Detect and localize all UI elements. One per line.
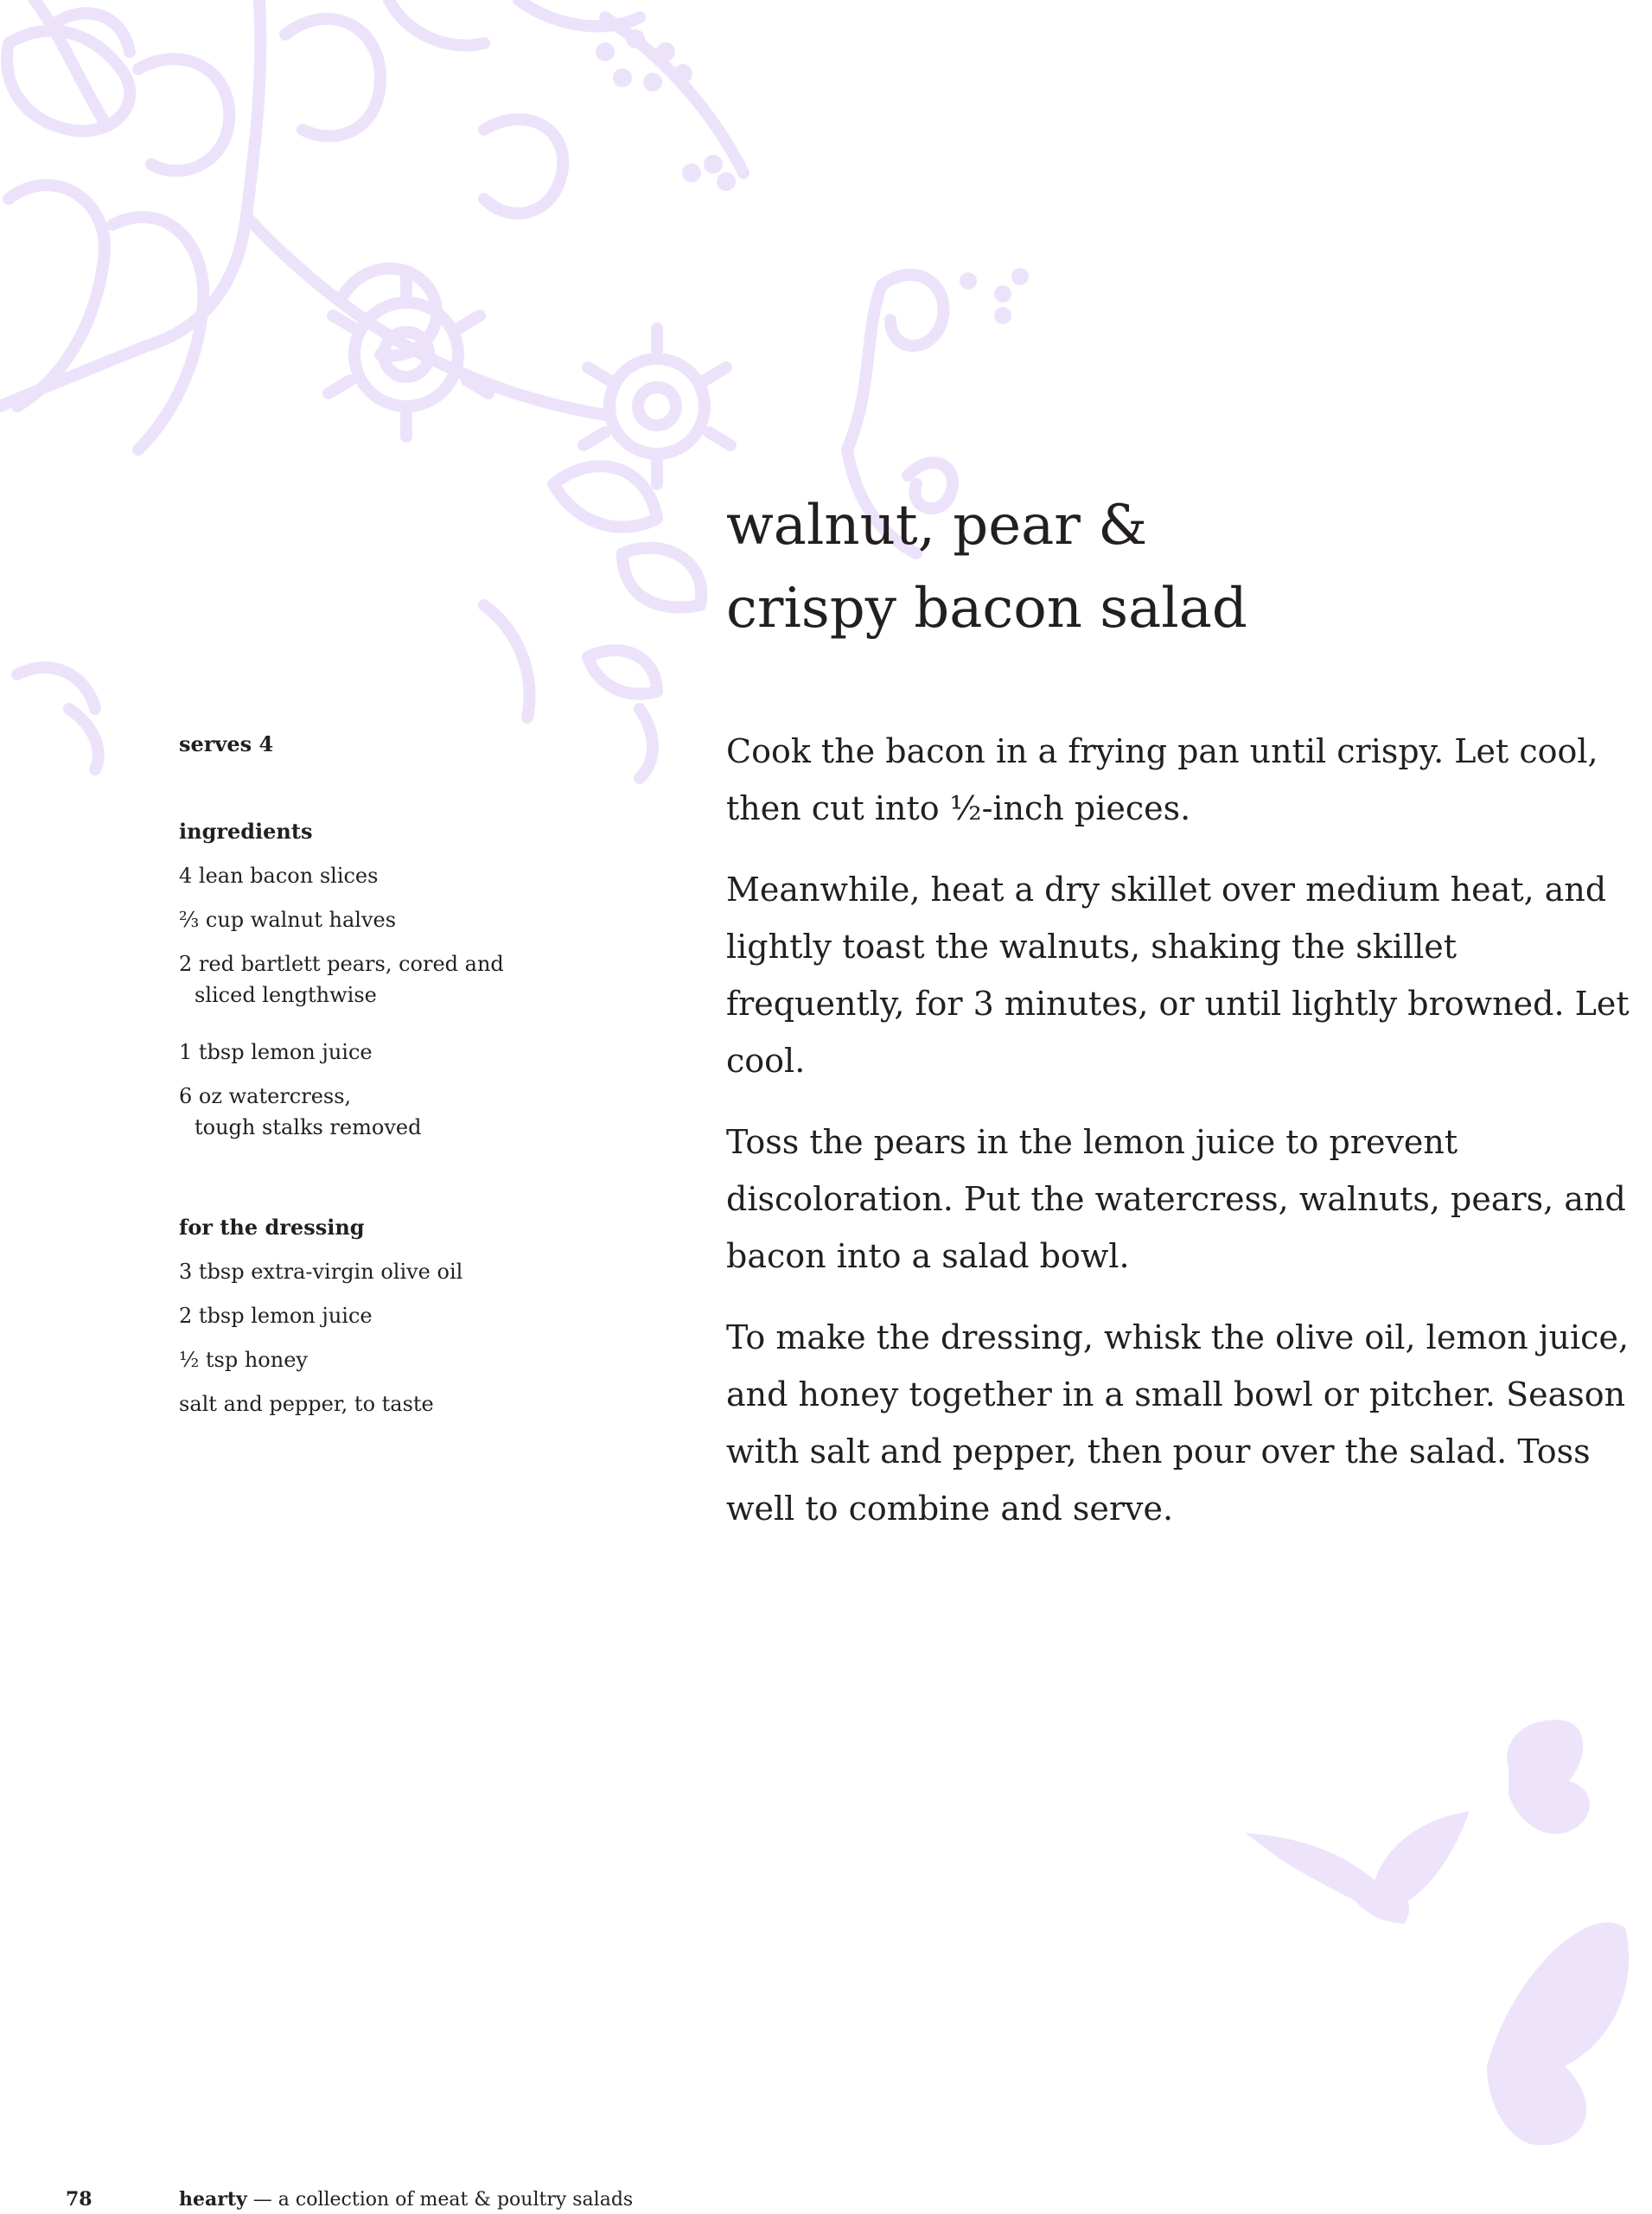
ingredient-continuation: sliced lengthwise xyxy=(195,983,377,1007)
ingredient-continuation: tough stalks removed xyxy=(195,1115,422,1139)
book-title-bold: hearty xyxy=(179,2188,247,2211)
ingredient-text: 1 tbsp lemon juice xyxy=(179,1040,373,1064)
dressing-item xyxy=(179,1388,594,1432)
floral-illustration-icon xyxy=(0,0,1029,778)
page-footer xyxy=(0,2185,1652,2213)
method-paragraph: Meanwhile, heat a dry skillet over medium heat, and lightly toast the walnuts, shaking the skillet frequently, for 3 minutes, or until lightly browned. Let cool. xyxy=(726,871,1630,1080)
ingredients-sidebar xyxy=(179,729,594,1432)
method-paragraph: Toss the pears in the lemon juice to prevent discoloration. Put the watercress, walnuts, pears, and bacon into a salad bowl. xyxy=(726,1123,1626,1275)
recipe-title-line-2: crispy bacon salad xyxy=(726,577,1247,641)
ingredient-item xyxy=(179,1037,594,1081)
method-paragraph: To make the dressing, whisk the olive oil, lemon juice, and honey together in a small bowl or pitcher. Season with salt and pepper, then pour over the salad. Toss well to combine and serve. xyxy=(726,1318,1630,1528)
ingredient-item xyxy=(179,1081,594,1139)
ingredient-item xyxy=(179,948,594,1007)
serves-label: serves 4 xyxy=(179,731,274,756)
book-title-rest: — a collection of meat & poultry salads xyxy=(246,2189,634,2211)
dressing-heading: for the dressing xyxy=(179,1215,365,1240)
dressing-text: ½ tsp honey xyxy=(179,1348,308,1372)
dressing-text: 3 tbsp extra-virgin olive oil xyxy=(179,1260,463,1284)
dressing-text: salt and pepper, to taste xyxy=(179,1392,434,1416)
dressing-item xyxy=(179,1256,594,1300)
page-number: 78 xyxy=(66,2188,92,2211)
method-text xyxy=(726,723,1642,1561)
dressing-item xyxy=(179,1300,594,1344)
ingredient-text: 6 oz watercress, xyxy=(179,1084,352,1108)
spacer xyxy=(179,773,594,816)
recipe-title-line-1: walnut, pear & xyxy=(726,494,1148,558)
recipe-title xyxy=(726,484,1591,650)
spacer xyxy=(179,1169,594,1212)
butterfly-silhouette-icon xyxy=(1245,1720,1629,2145)
ingredient-text: ⅔ cup walnut halves xyxy=(179,908,397,932)
method-paragraph: Cook the bacon in a frying pan until crispy. Let cool, then cut into ½-inch pieces. xyxy=(726,732,1598,827)
ingredient-item xyxy=(179,860,594,904)
ingredient-text: 4 lean bacon slices xyxy=(179,864,379,888)
ingredients-heading: ingredients xyxy=(179,819,313,844)
dressing-text: 2 tbsp lemon juice xyxy=(179,1304,373,1328)
ingredient-item xyxy=(179,904,594,948)
book-title xyxy=(179,2185,633,2214)
ingredient-text: 2 red bartlett pears, cored and xyxy=(179,952,504,976)
dressing-item xyxy=(179,1344,594,1388)
